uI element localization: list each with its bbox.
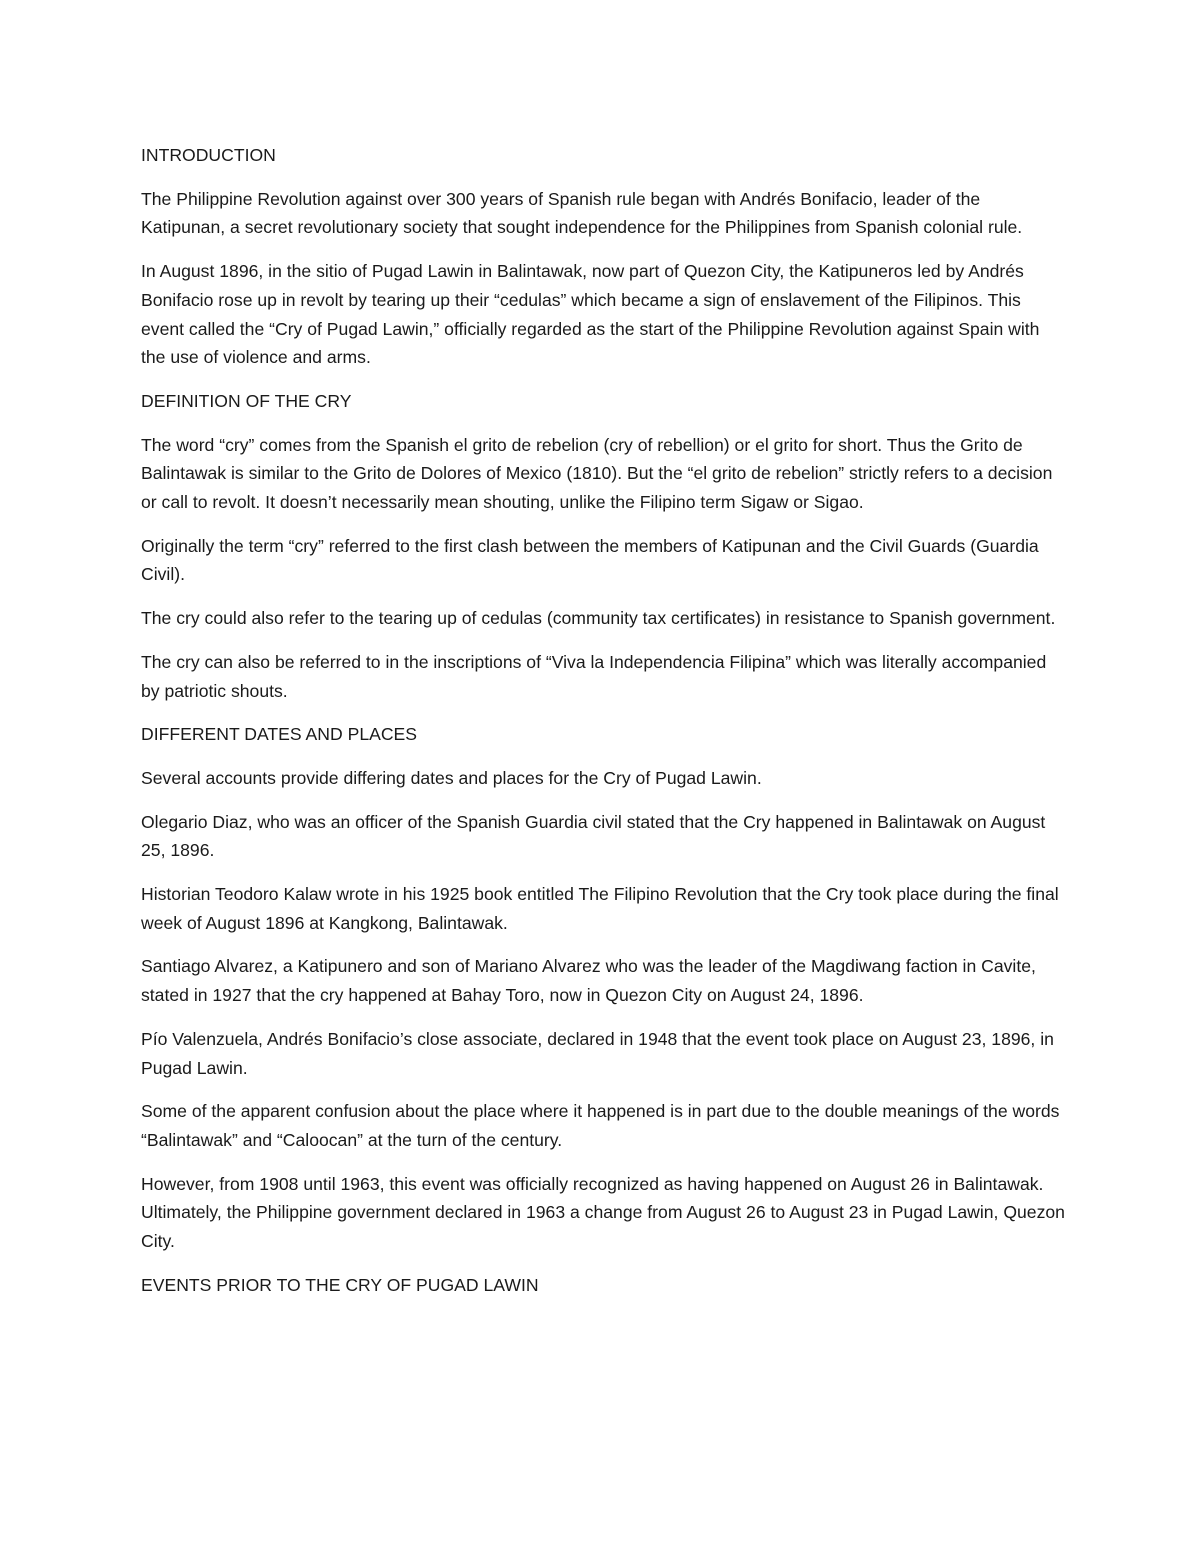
- paragraph: The cry can also be referred to in the inscriptions of “Viva la Independencia Filipina” which was literally accompanied by patriotic shouts.: [141, 651, 1047, 701]
- paragraph: Santiago Alvarez, a Katipunero and son of Mariano Alvarez who was the leader of the Magdiwang faction in Cavite, stated in 1927 that the cry happened at Bahay Toro, now in Quezon City on August 24, 1896.: [141, 956, 1036, 1006]
- section-heading-definition: DEFINITION OF THE CRY: [141, 390, 352, 411]
- paragraph: The Philippine Revolution against over 300 years of Spanish rule began with Andrés Bonifacio, leader of the Katipunan, a secret revolutionary society that sought independence for the Philippines from Spanish colonial rule.: [141, 188, 1023, 238]
- section-heading-events-prior: EVENTS PRIOR TO THE CRY OF PUGAD LAWIN: [141, 1274, 539, 1295]
- paragraph: Some of the apparent confusion about the place where it happened is in part due to the double meanings of the words “Balintawak” and “Caloocan” at the turn of the century.: [141, 1101, 1060, 1150]
- paragraph: Several accounts provide differing dates and places for the Cry of Pugad Lawin.: [141, 767, 762, 788]
- section-heading-dates-places: DIFFERENT DATES AND PLACES: [141, 724, 418, 745]
- paragraph: The word “cry” comes from the Spanish el grito de rebelion (cry of rebellion) or el grito for short. Thus the Grito de Balintawak is similar to the Grito de Dolores of Mexico (1810). But the “el grito de rebelion” strictly refers to a decision or call to revolt. It doesn’t necessarily mean shouting, unlike the Filipino term Sigaw or Sigao.: [141, 434, 1053, 513]
- paragraph: Olegario Diaz, who was an officer of the Spanish Guardia civil stated that the Cry happened in Balintawak on August 25, 1896.: [141, 811, 1046, 861]
- paragraph: Originally the term “cry” referred to the first clash between the members of Katipunan and the Civil Guards (Guardia Civil).: [141, 535, 1039, 585]
- paragraph: The cry could also refer to the tearing up of cedulas (community tax certificates) in resistance to Spanish government.: [141, 608, 1056, 629]
- paragraph: However, from 1908 until 1963, this event was officially recognized as having happened on August 26 in Balintawak. Ultimately, the Philippine government declared in 1963 a change from August 26 to August 23 in Pugad Lawin, Quezon City.: [141, 1173, 1065, 1252]
- document-body: [141, 141, 1066, 1315]
- paragraph: Historian Teodoro Kalaw wrote in his 1925 book entitled The Filipino Revolution that the Cry took place during the final week of August 1896 at Kangkong, Balintawak.: [141, 884, 1059, 933]
- paragraph: In August 1896, in the sitio of Pugad Lawin in Balintawak, now part of Quezon City, the Katipuneros led by Andrés Bonifacio rose up in revolt by tearing up their “cedulas” which became a sign of enslavement of the Filipinos. This event called the “Cry of Pugad Lawin,” officially regarded as the start of the Philippine Revolution against Spain with the use of violence and arms.: [141, 261, 1040, 368]
- paragraph: Pío Valenzuela, Andrés Bonifacio’s close associate, declared in 1948 that the event took place on August 23, 1896, in Pugad Lawin.: [141, 1028, 1054, 1078]
- section-heading-introduction: INTRODUCTION: [141, 145, 276, 165]
